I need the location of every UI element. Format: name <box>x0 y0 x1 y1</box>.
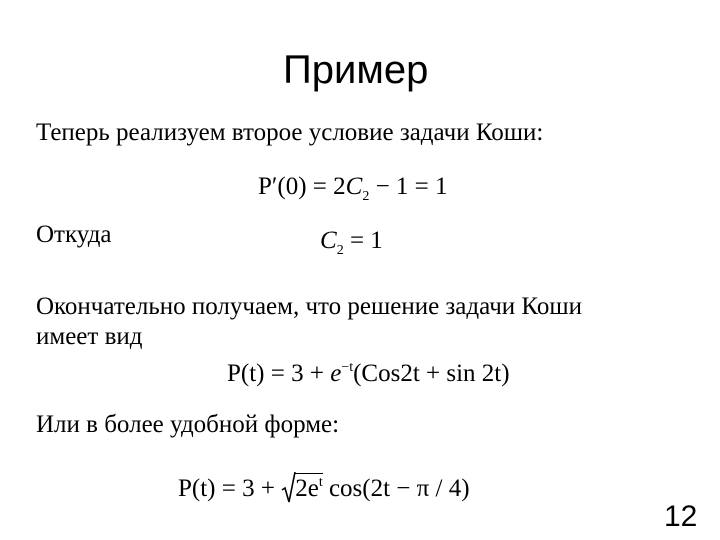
paragraph-3-line-1: Окончательно получаем, что решение задачи Коши <box>36 293 582 320</box>
radical-sign-icon <box>281 470 297 504</box>
formula-3-lhs: P(t) = 3 + <box>227 360 331 387</box>
formula-3 <box>227 359 510 393</box>
paragraph-3-line-2: имеет вид <box>36 323 143 350</box>
formula-1-var: C <box>345 173 363 200</box>
paragraph-2: Откуда <box>36 221 112 248</box>
formula-1-rhs: − 1 = 1 <box>369 173 448 200</box>
formula-1-sub: 2 <box>362 189 370 204</box>
slide-title: Пример <box>283 48 429 92</box>
page-number: 12 <box>664 500 698 533</box>
formula-4-sqrt <box>281 474 323 508</box>
formula-2-var: C <box>320 227 337 254</box>
formula-4-radicand: 2e <box>295 475 319 502</box>
formula-1 <box>258 172 448 206</box>
formula-3-e: e <box>330 360 342 387</box>
paragraph-4: Или в более удобной форме: <box>36 411 340 438</box>
formula-2-rhs: = 1 <box>343 227 383 254</box>
formula-3-exp: −t <box>341 360 354 375</box>
formula-4 <box>178 474 470 508</box>
formula-2-sub: 2 <box>336 243 344 258</box>
paragraph-1: Теперь реализуем второе условие задачи Коши: <box>36 119 544 146</box>
formula-3-rhs: (Cos2t + sin 2t) <box>353 360 510 387</box>
formula-2 <box>320 226 383 260</box>
formula-1-lhs: P′(0) = 2 <box>258 173 346 200</box>
formula-4-radicand-wrap <box>295 473 323 502</box>
formula-4-exp: t <box>318 475 323 490</box>
formula-4-rhs: cos(2t − π / 4) <box>322 475 470 502</box>
formula-4-lhs: P(t) = 3 + <box>178 475 282 502</box>
